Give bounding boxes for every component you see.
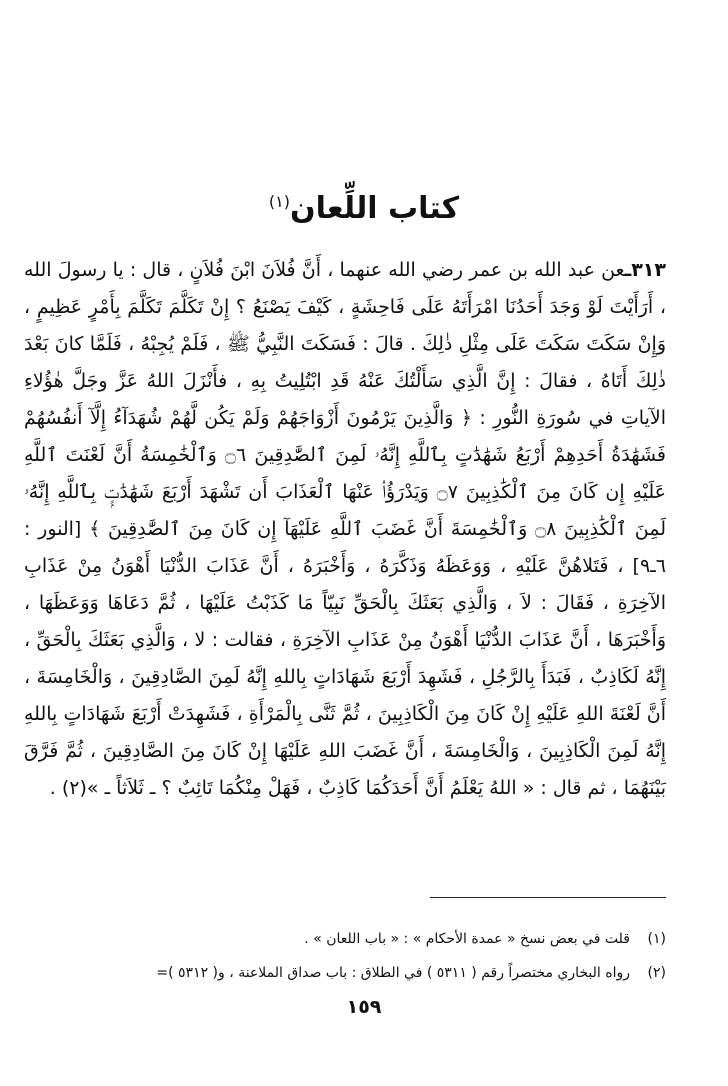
hadith-paragraph bbox=[24, 252, 666, 807]
hadith-body bbox=[24, 252, 666, 807]
footnote-text: قلت في بعض نسخ « عمدة الأحكام » : « باب اللعان » . bbox=[304, 931, 630, 947]
chapter-title-text: كتاب اللِّعان bbox=[289, 191, 460, 227]
hadith-number: ٣١٣ـ bbox=[624, 259, 666, 281]
hadith-text: عن عبد الله بن عمر رضي الله عنهما ، أَنَّ فُلاَنَ ابْنَ فُلاَنٍ ، قال : يا رسولَ الله ، أَرَأَيْتَ لَوْ وَجَدَ أَحَدُنَا امْرَأَتَهُ عَلَى فَاحِشَةٍ ، كَيْفَ يَصْنَعُ ؟ إِنْ تَكَلَّمَ تَكَلَّمَ بِأَمْرٍ عَظِيمٍ ، وَإِنْ سَكَتَ سَكَتَ عَلَى مِثْلِ ذٰلِكَ . قالَ : فَسَكَتَ النَّبِيُّ ﷺ ، فَلَمْ يُجِبْهُ ، فَلَمَّا كانَ بَعْدَ ذٰلِكَ أَتَاهُ ، فقالَ : إِنَّ الَّذِي سَأَلْتُكَ عَنْهُ قَدِ ابْتُلِيتُ بِهِ ، فأَنْزَلَ اللهُ عَزَّ وجَلَّ هٰؤُلاءِ الآياتِ في سُورَةِ النُّورِ : ﴿ وَالَّذِينَ يَرْمُونَ أَزْوَاجَهُمْ وَلَمْ يَكُن لَّهُمْ شُهَدَآءُ إِلَّآ أَنفُسُهُمْ فَشَهَٰدَةُ أَحَدِهِمْ أَرْبَعُ شَهَٰدَٰتٍ بِٱللَّهِ إِنَّهُۥ لَمِنَ ٱلصَّٰدِقِينَ ۝٦ وَٱلْخَٰمِسَةُ أَنَّ لَعْنَتَ ٱللَّهِ عَلَيْهِ إِن كَانَ مِنَ ٱلْكَٰذِبِينَ ۝٧ وَيَدْرَؤُا۟ عَنْهَا ٱلْعَذَابَ أَن تَشْهَدَ أَرْبَعَ شَهَٰدَٰتٍۭ بِٱللَّهِ إِنَّهُۥ لَمِنَ ٱلْكَٰذِبِينَ ۝٨ وَٱلْخَٰمِسَةَ أَنَّ غَضَبَ ٱللَّهِ عَلَيْهَآ إِن كَانَ مِنَ ٱلصَّٰدِقِينَ ﴾ [النور : ٦ـ٩] ، فَتَلاهُنَّ عَلَيْهِ ، وَوَعَظَهُ وَذَكَّرَهُ ، وَأَخْبَرَهُ ، أَنَّ عَذَابَ الدُّنْيَا أَهْوَنُ مِنْ عَذَابِ الآخِرَةِ ، فَقَالَ : لاَ ، وَالَّذِي بَعَثَكَ بِالْحَقِّ نَبِيّاً مَا كَذَبْتُ عَلَيْهَا ، ثُمَّ دَعَاهَا وَوَعَظَهَا ، وَأَخْبَرَهَا ، أَنَّ عَذَابَ الدُّنْيَا أَهْوَنُ مِنْ عَذَابِ الآخِرَةِ ، فقالت : لا ، وَالَّذِي بَعَثَكَ بِالْحَقِّ ، إِنَّهُ لَكَاذِبٌ ، فَبَدَأَ بِالرَّجُلِ ، فَشَهِدَ أَرْبَعَ شَهَادَاتٍ بِاللهِ إِنَّهُ لَمِنَ الصَّادِقِينَ ، وَالْخَامِسَةَ ، أَنَّ لَعْنَةَ اللهِ عَلَيْهِ إِنْ كَانَ مِنَ الْكَاذِبِينَ ، ثُمَّ ثَنَّى بِالْمَرْأَةِ ، فَشَهِدَتْ أَرْبَعَ شَهَادَاتٍ بِاللهِ إِنَّهُ لَمِنَ الْكَاذِبِينَ ، وَالْخَامِسَةَ ، أَنَّ غَضَبَ اللهِ عَلَيْهَا إِنْ كَانَ مِنَ الصَّادِقِينَ ، ثُمَّ فَرَّقَ بَيْنَهُمَا ، ثم قال : « اللهُ يَعْلَمُ أَنَّ أَحَدَكُمَا كَاذِبٌ ، فَهَلْ مِنْكُمَا تَائِبٌ ؟ ـ ثَلاَثاً ـ »(٢) . bbox=[24, 259, 667, 799]
page-number: ١٥٩ bbox=[346, 996, 382, 1018]
footnotes bbox=[22, 922, 666, 990]
chapter-footnote-ref: (١) bbox=[268, 192, 290, 212]
footnote-number: (١) bbox=[647, 931, 666, 947]
footnote-number: (٢) bbox=[647, 965, 666, 981]
footnote-divider bbox=[430, 897, 666, 898]
footnote-2 bbox=[22, 956, 666, 990]
footnote-text: رواه البخاري مختصراً رقم ( ٥٣١١ ) في الطلاق : باب صداق الملاعنة ، و( ٥٣١٢ )= bbox=[156, 965, 630, 981]
footnote-1 bbox=[22, 922, 666, 956]
chapter-title bbox=[0, 180, 728, 231]
